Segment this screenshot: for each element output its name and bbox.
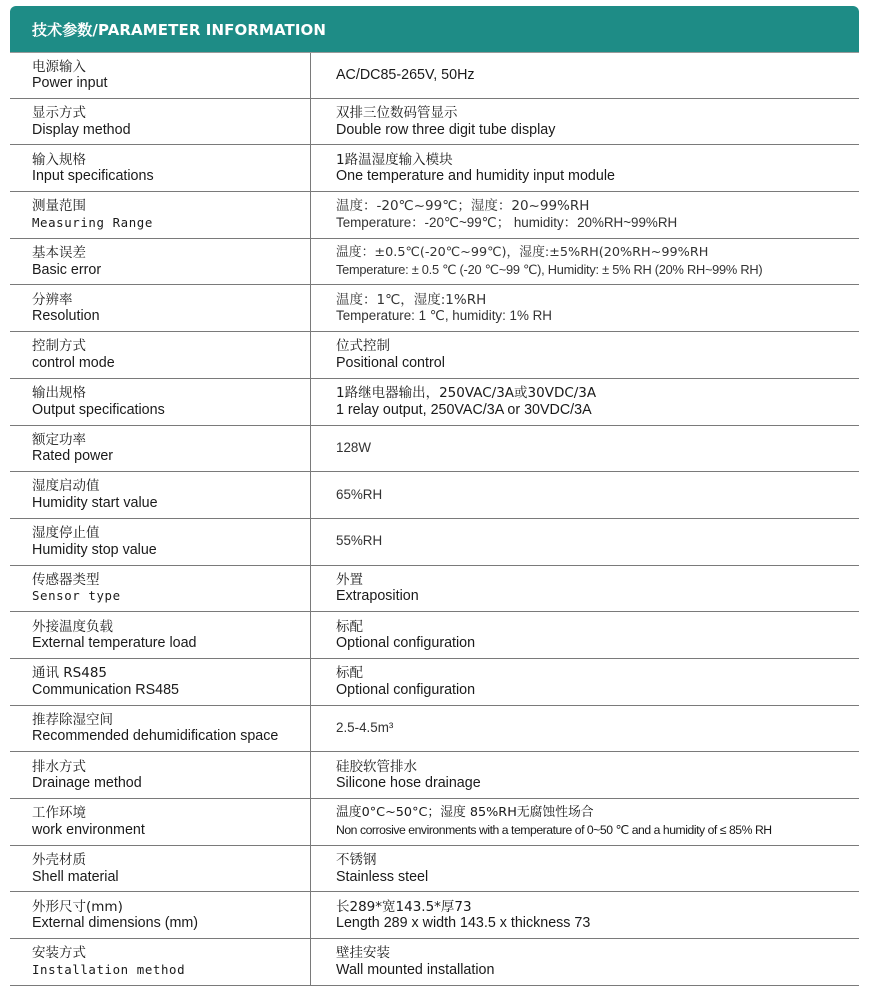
param-value xyxy=(311,706,859,752)
table-row xyxy=(10,892,859,939)
param-name-cn: 外接温度负载 xyxy=(32,618,113,635)
param-value-en: 128W xyxy=(336,440,371,456)
table-row xyxy=(10,706,859,753)
param-value xyxy=(311,846,859,892)
param-value xyxy=(311,332,859,378)
table-row xyxy=(10,939,859,986)
table-row xyxy=(10,285,859,332)
param-name xyxy=(10,752,311,798)
param-value-cn: 温度：±0.5℃(-20℃~99℃)，湿度:±5%RH(20%RH~99%RH xyxy=(336,245,709,260)
param-name xyxy=(10,332,311,378)
table-row xyxy=(10,145,859,192)
table-row xyxy=(10,379,859,426)
param-value-cn: 1路温湿度输入模块 xyxy=(336,151,453,168)
param-value-cn: 硅胶软管排水 xyxy=(336,758,417,775)
param-value xyxy=(311,892,859,938)
param-value-cn: 双排三位数码管显示 xyxy=(336,104,458,121)
param-name-en: Humidity stop value xyxy=(32,541,157,558)
param-name-cn: 基本误差 xyxy=(32,245,86,261)
parameter-table xyxy=(10,52,859,986)
table-row xyxy=(10,612,859,659)
param-name-en: Recommended dehumidification space xyxy=(32,728,279,745)
param-name-en: Power input xyxy=(32,75,108,92)
section-title: 技术参数/PARAMETER INFORMATION xyxy=(32,20,327,39)
param-name-en: Output specifications xyxy=(32,401,165,418)
table-row xyxy=(10,659,859,706)
param-name-cn: 外形尺寸(mm) xyxy=(32,898,123,915)
param-name-cn: 显示方式 xyxy=(32,104,86,121)
param-name xyxy=(10,939,311,985)
param-name xyxy=(10,285,311,331)
param-value xyxy=(311,472,859,518)
param-value-en: Optional configuration xyxy=(336,635,476,652)
table-row xyxy=(10,52,859,99)
param-name-cn: 工作环境 xyxy=(32,805,86,822)
param-value xyxy=(311,192,859,238)
table-row xyxy=(10,566,859,613)
param-value-en: Temperature：-20℃~99℃； humidity：20%RH~99%RH xyxy=(336,214,678,230)
table-row xyxy=(10,799,859,846)
param-value-en: One temperature and humidity input module xyxy=(336,168,615,185)
param-value xyxy=(311,566,859,612)
param-value-en: Double row three digit tube display xyxy=(336,121,556,138)
param-value xyxy=(311,239,859,285)
param-value-en: Silicone hose drainage xyxy=(336,775,481,792)
table-row xyxy=(10,472,859,519)
param-name-cn: 湿度启动值 xyxy=(32,478,100,495)
param-value-en: AC/DC85-265V, 50Hz xyxy=(336,67,475,84)
param-name xyxy=(10,799,311,845)
param-name-en: Communication RS485 xyxy=(32,681,180,698)
param-value-en: Temperature: 1 ℃, humidity: 1% RH xyxy=(336,308,552,324)
param-name-en: External temperature load xyxy=(32,635,197,652)
param-name-cn: 推荐除湿空间 xyxy=(32,711,113,728)
param-value-cn: 位式控制 xyxy=(336,338,390,355)
param-name-cn: 通讯 RS485 xyxy=(32,665,108,682)
table-row xyxy=(10,519,859,566)
param-name xyxy=(10,846,311,892)
param-value-cn: 不锈钢 xyxy=(336,851,377,868)
param-name xyxy=(10,379,311,425)
param-value-en: Optional configuration xyxy=(336,681,476,698)
param-name xyxy=(10,145,311,191)
param-name xyxy=(10,99,311,145)
param-value-en: Stainless steel xyxy=(336,868,429,885)
param-name-en: Measuring Range xyxy=(32,214,153,230)
param-name xyxy=(10,192,311,238)
param-value-en: 55%RH xyxy=(336,533,383,549)
param-value-en: 65%RH xyxy=(336,486,383,502)
param-name-en: Display method xyxy=(32,121,131,138)
parameter-sheet xyxy=(10,6,859,986)
param-value-cn: 长289*宽143.5*厚73 xyxy=(336,898,472,915)
param-name-cn: 外壳材质 xyxy=(32,851,86,868)
param-value-en: Temperature: ± 0.5 ℃ (-20 ℃~99 ℃), Humidity: ± 5% RH (20% RH~99% RH) xyxy=(336,261,763,277)
param-name-cn: 分辨率 xyxy=(32,291,73,308)
param-value-cn: 标配 xyxy=(336,665,363,682)
param-value-cn: 温度：-20℃~99℃；湿度：20~99%RH xyxy=(336,198,590,215)
param-name-en: Installation method xyxy=(32,961,186,977)
param-value-cn: 温度0°C~50°C；湿度 85%RH无腐蚀性场合 xyxy=(336,805,594,821)
param-name-en: Input specifications xyxy=(32,168,154,185)
param-name-cn: 额定功率 xyxy=(32,431,86,448)
param-name-en: work environment xyxy=(32,821,145,838)
param-value-cn: 外置 xyxy=(336,571,363,588)
param-name-cn: 传感器类型 xyxy=(32,571,100,588)
param-name xyxy=(10,892,311,938)
param-name-en: Shell material xyxy=(32,868,119,885)
table-row xyxy=(10,846,859,893)
param-value xyxy=(311,53,859,98)
param-name xyxy=(10,53,311,98)
param-name-cn: 输出规格 xyxy=(32,385,86,402)
param-value xyxy=(311,752,859,798)
param-value xyxy=(311,659,859,705)
param-value xyxy=(311,612,859,658)
param-name-en: control mode xyxy=(32,354,115,371)
param-name xyxy=(10,659,311,705)
param-name-en: Basic error xyxy=(32,261,102,278)
param-name xyxy=(10,472,311,518)
param-name-cn: 输入规格 xyxy=(32,151,86,168)
param-name xyxy=(10,706,311,752)
param-value-en: Wall mounted installation xyxy=(336,961,495,978)
param-name xyxy=(10,426,311,472)
param-value xyxy=(311,939,859,985)
param-value xyxy=(311,145,859,191)
param-value-en: Extraposition xyxy=(336,588,419,605)
param-value xyxy=(311,799,859,845)
param-value xyxy=(311,99,859,145)
param-value xyxy=(311,379,859,425)
param-name-en: Resolution xyxy=(32,308,100,325)
param-name-en: Rated power xyxy=(32,448,114,465)
param-value-en: Non corrosive environments with a temperature of 0~50 ℃ and a humidity of ≤ 85% RH xyxy=(336,822,772,837)
param-value-en: Length 289 x width 143.5 x thickness 73 xyxy=(336,915,591,932)
param-name-cn: 电源输入 xyxy=(32,58,86,75)
table-row xyxy=(10,239,859,286)
param-name-cn: 控制方式 xyxy=(32,338,86,355)
param-name-cn: 测量范围 xyxy=(32,198,86,215)
param-name xyxy=(10,566,311,612)
param-value xyxy=(311,519,859,565)
table-row xyxy=(10,752,859,799)
param-value-en: 2.5-4.5m³ xyxy=(336,720,394,736)
table-row xyxy=(10,426,859,473)
param-name xyxy=(10,239,311,285)
param-name-cn: 湿度停止值 xyxy=(32,525,100,542)
table-row xyxy=(10,99,859,146)
param-value-cn: 温度：1℃，湿度:1%RH xyxy=(336,291,487,308)
param-value xyxy=(311,285,859,331)
param-value-cn: 标配 xyxy=(336,618,363,635)
param-name-en: Humidity start value xyxy=(32,495,158,512)
param-value xyxy=(311,426,859,472)
param-name-cn: 安装方式 xyxy=(32,945,86,962)
param-name xyxy=(10,612,311,658)
param-value-en: Positional control xyxy=(336,354,445,371)
param-value-en: 1 relay output, 250VAC/3A or 30VDC/3A xyxy=(336,401,592,418)
section-header xyxy=(10,6,859,52)
param-name-en: External dimensions (mm) xyxy=(32,915,199,932)
table-row xyxy=(10,332,859,379)
table-row xyxy=(10,192,859,239)
param-value-cn: 1路继电器输出，250VAC/3A或30VDC/3A xyxy=(336,385,597,402)
param-name xyxy=(10,519,311,565)
param-name-en: Drainage method xyxy=(32,775,142,792)
param-name-en: Sensor type xyxy=(32,588,121,604)
param-value-cn: 壁挂安装 xyxy=(336,945,390,962)
param-name-cn: 排水方式 xyxy=(32,758,86,775)
